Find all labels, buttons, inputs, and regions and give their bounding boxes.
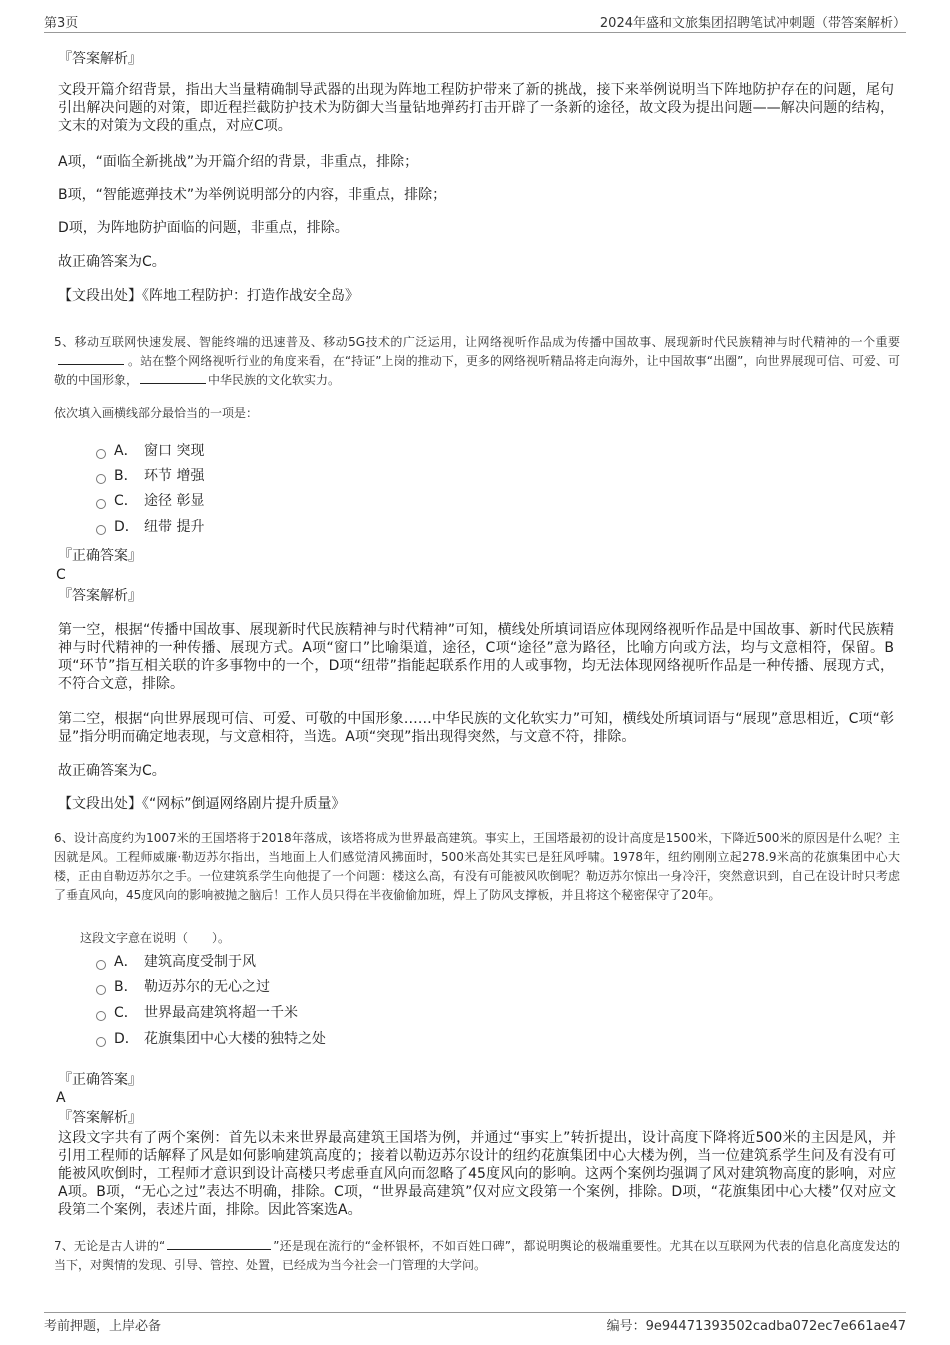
q5-prompt: 依次填入画横线部分最恰当的一项是： [54,406,259,420]
q5-analysis-label: 『答案解析』 [58,588,142,604]
footer-slogan: 考前押题，上岸必备 [44,1319,162,1334]
q5-answer: C [56,567,66,583]
q7-stem-part-1: 7、无论是古人讲的“ [54,1239,166,1253]
serial-label: 编号： [606,1319,646,1334]
q6-option-b[interactable]: B． 勒迈苏尔的无心之过 [96,977,270,997]
q5-blank-2 [140,371,206,384]
q7-blank [167,1237,271,1250]
page-header [44,12,906,33]
document-title: 2024年盛和文旅集团招聘笔试冲刺题（带答案解析） [599,16,906,31]
q5-source: 【文段出处】《“网标”倒逼网络剧片提升质量》 [58,796,346,812]
q6-option-d[interactable]: D． 花旗集团中心大楼的独特之处 [96,1029,326,1049]
q5-option-c[interactable]: C． 途径 彰显 [96,491,204,511]
q4-option-d-explanation: D项，为阵地防护面临的问题，非重点，排除。 [58,220,349,236]
radio-icon[interactable] [96,1037,106,1047]
q5-analysis-blank-1: 第一空，根据“传播中国故事、展现新时代民族精神与时代精神”可知，横线处所填词语应体现网络视听作品是中国故事、新时代民族精神与时代精神的一种传播、展现方式。A项“窗口”比喻渠道，途径，C项“途径”意为路径，比喻方向或方法，均与文意相符，保留。B项“环节”指互相关联的许多事物中的一个，D项“纽带”指能起联系作用的人或事物，均无法体现网络视听作品是一种传播、展现方式，不符合文意，排除。 [58,622,894,692]
radio-icon[interactable] [96,525,106,535]
radio-icon[interactable] [96,499,106,509]
q6-analysis: 这段文字共有了两个案例：首先以未来世界最高建筑王国塔为例，并通过“事实上”转折提出，设计高度下降将近500米的主因是风，并引用工程师的话解释了风是如何影响建筑高度的；接着以勒迈苏尔设计的纽约花旗集团中心大楼为例，当一位建筑系学生问及有没有可能被风吹倒时，工程师才意识到设计高楼只考虑垂直风向而忽略了45度风向的影响。这两个案例均强调了风对建筑物高度的影响，对应A项。B项，“无心之过”表达不明确，排除。C项，“世界最高建筑”仅对应文段第一个案例，排除。D项，“花旗集团中心大楼”仅对应文段第二个案例，表述片面，排除。因此答案选A。 [58,1130,896,1218]
q5-stem [54,333,900,390]
footer-serial [607,1315,906,1334]
q4-analysis-label: 『答案解析』 [58,51,142,67]
q7-stem [54,1237,900,1275]
radio-icon[interactable] [96,985,106,995]
q5-stem-part-2: 。站在整个网络视听行业的角度来看，在“持证”上岗的推动下，更多的网络视听精品将走向海外，让中国故事“出圈”，向世界展现可信、可爱、可敬的中国形象， [54,354,900,387]
q4-analysis-paragraph: 文段开篇介绍背景，指出大当量精确制导武器的出现为阵地工程防护带来了新的挑战，接下来举例说明当下阵地防护存在的问题，尾句引出解决问题的对策，即近程拦截防护技术为防御大当量钻地弹药打击开辟了一条新的途径，故文段为提出问题——解决问题的结构，文末的对策为文段的重点，对应C项。 [58,82,894,134]
q5-answer-label: 『正确答案』 [58,548,142,564]
q6-answer-label: 『正确答案』 [58,1072,142,1088]
q5-conclusion: 故正确答案为C。 [58,763,166,779]
serial-number: 9e94471393502cadba072ec7e661ae47 [645,1319,906,1334]
q6-option-c[interactable]: C． 世界最高建筑将超一千米 [96,1003,298,1023]
radio-icon[interactable] [96,1011,106,1021]
q5-option-d[interactable]: D． 纽带 提升 [96,517,204,537]
page-footer [44,1312,906,1337]
q5-stem-part-3: 中华民族的文化软实力。 [208,373,341,387]
q5-analysis-blank-2: 第二空，根据“向世界展现可信、可爱、可敬的中国形象……中华民族的文化软实力”可知，横线处所填词语与“展现”意思相近，C项“彰显”指分明而确定地表现，与文意相符，当选。A项“突现”指出现得突然，与文意不符，排除。 [58,711,894,745]
radio-icon[interactable] [96,449,106,459]
q6-option-a[interactable]: A． 建筑高度受制于风 [96,952,256,972]
q6-answer: A [56,1090,66,1106]
q5-option-b[interactable]: B． 环节 增强 [96,466,204,486]
q7-stem-part-2: ”还是现在流行的“金杯银杯，不如百姓口碑”，都说明舆论的极端重要性。尤其在以互联网为代表的信息化高度发达的当下，对舆情的发现、引导、管控、处置，已经成为当今社会一门管理的大学问。 [54,1239,901,1272]
radio-icon[interactable] [96,960,106,970]
q4-option-b-explanation: B项，“智能遮弹技术”为举例说明部分的内容，非重点，排除； [58,187,447,203]
q4-option-a-explanation: A项，“面临全新挑战”为开篇介绍的背景，非重点，排除； [58,154,419,170]
q5-blank-1 [58,352,124,365]
q5-stem-part-1: 5、移动互联网快速发展、智能终端的迅速普及、移动5G技术的广泛运用，让网络视听作品成为传播中国故事、展现新时代民族精神与时代精神的一个重要 [54,335,900,349]
q6-stem: 6、设计高度约为1007米的王国塔将于2018年落成，该塔将成为世界最高建筑。事实上，王国塔最初的设计高度是1500米，下降近500米的原因是什么呢？主因就是风。工程师威廉·勒迈苏尔指出，当地面上人们感觉清风拂面时，500米高处其实已是狂风呼啸。1978年，纽约刚刚立起278.9米高的花旗集团中心大楼，正由自勒迈苏尔之手。一位建筑系学生向他提了一个问题：楼这么高，有没有可能被风吹倒呢？勒迈苏尔惊出一身冷汗，突然意识到，自己在设计时只考虑了垂直风向，45度风向的影响被抛之脑后！工作人员只得在半夜偷偷加班，焊上了防风支撑板，并且将这个秘密保守了20年。 [54,831,900,902]
q4-conclusion: 故正确答案为C。 [58,254,166,270]
q6-prompt: 这段文字意在说明（ ）。 [80,931,231,945]
radio-icon[interactable] [96,474,106,484]
q4-source: 【文段出处】《阵地工程防护：打造作战安全岛》 [58,288,359,304]
page-number: 第3页 [44,16,79,31]
q5-option-a[interactable]: A． 窗口 突现 [96,441,204,461]
q6-analysis-label: 『答案解析』 [58,1110,142,1126]
